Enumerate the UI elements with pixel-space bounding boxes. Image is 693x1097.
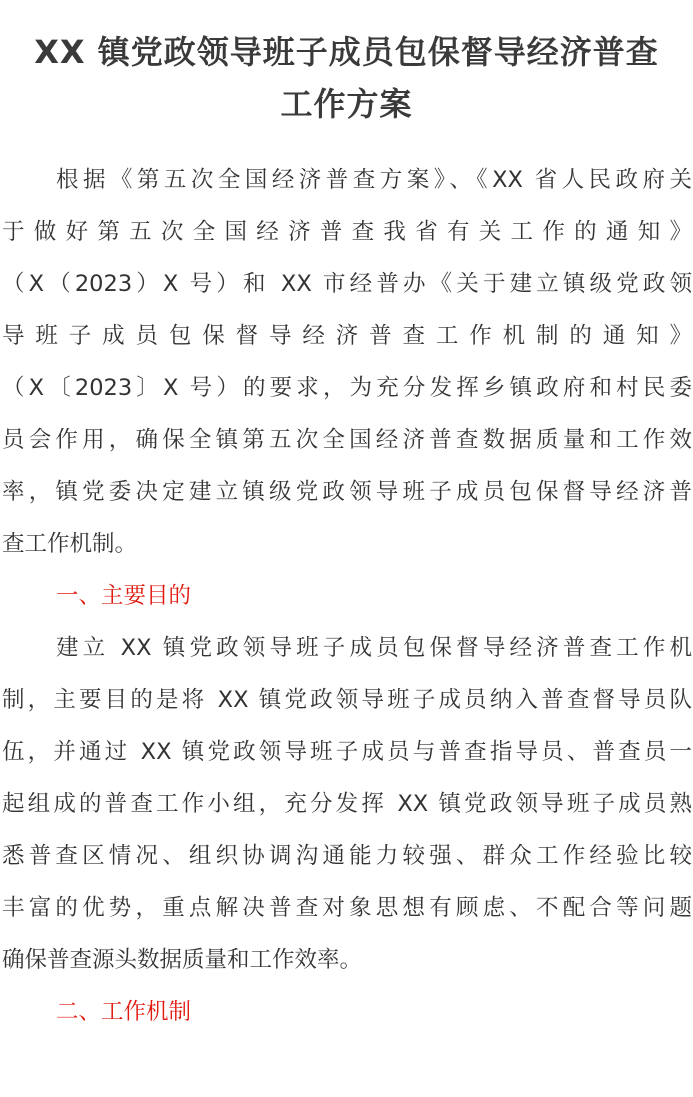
- paragraph-line: 导班子成员包保督导经济普查工作机制的通知》: [2, 323, 692, 349]
- paragraph-line: 起组成的普查工作小组，充分发挥 XX 镇党政领导班子成员熟: [2, 791, 692, 817]
- paragraph-line: 伍，并通过 XX 镇党政领导班子成员与普查指导员、普查员一: [2, 739, 692, 765]
- section-heading-work-mechanism: 二、工作机制: [56, 999, 192, 1025]
- title-line: 工作方案: [280, 85, 413, 123]
- document-title: [0, 26, 693, 130]
- paragraph-line: 建立 XX 镇党政领导班子成员包保督导经济普查工作机: [56, 635, 692, 661]
- paragraph-line: 制，主要目的是将 XX 镇党政领导班子成员纳入普查督导员队: [2, 687, 692, 713]
- paragraph-line: （X〔2023〕X 号）的要求，为充分发挥乡镇政府和村民委: [2, 375, 692, 401]
- paragraph-line: 于做好第五次全国经济普查我省有关工作的通知》: [2, 219, 692, 245]
- paragraph-line: 根据《第五次全国经济普查方案》、《XX 省人民政府关: [56, 167, 692, 193]
- intro-paragraph: [2, 154, 692, 570]
- paragraph-line: 悉普查区情况、组织协调沟通能力较强、群众工作经验比较: [2, 843, 692, 869]
- paragraph-line: 确保普查源头数据质量和工作效率。: [2, 947, 363, 973]
- paragraph-line: 丰富的优势，重点解决普查对象思想有顾虑、不配合等问题: [2, 895, 692, 921]
- paragraph-line: 查工作机制。: [2, 531, 138, 557]
- title-line: XX 镇党政领导班子成员包保督导经济普查: [34, 33, 659, 71]
- paragraph-line: 员会作用，确保全镇第五次全国经济普查数据质量和工作效: [2, 427, 692, 453]
- section-heading-main-purpose: 一、主要目的: [56, 583, 192, 609]
- paragraph-line: 率，镇党委决定建立镇级党政领导班子成员包保督导经济普: [2, 479, 692, 505]
- section1-paragraph: [2, 622, 692, 986]
- paragraph-line: （X（2023）X 号）和 XX 市经普办《关于建立镇级党政领: [2, 271, 692, 297]
